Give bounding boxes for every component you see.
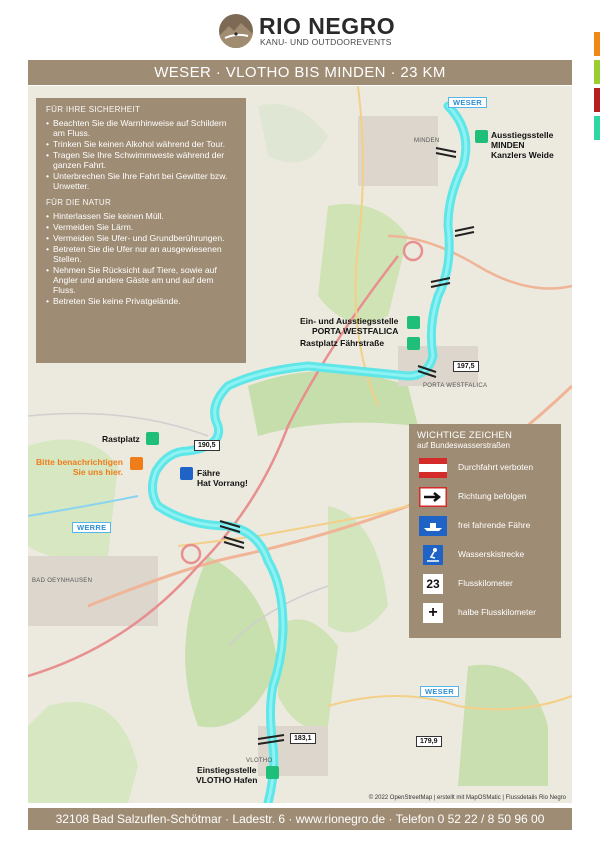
water-label-weser: WESER bbox=[448, 97, 487, 108]
route-map bbox=[28, 86, 572, 803]
notify-phone-icon[interactable] bbox=[130, 457, 143, 470]
water-label-werre: WERRE bbox=[72, 522, 111, 533]
safety-item: • Trinken Sie keinen Alkohol während der Tour. bbox=[46, 139, 236, 149]
poi-porta-line: PORTA WESTFALICA bbox=[311, 326, 399, 336]
poi-porta[interactable] bbox=[300, 316, 398, 336]
legend-row bbox=[417, 543, 553, 568]
side-tabs bbox=[594, 0, 600, 140]
legend-row bbox=[417, 485, 553, 510]
rules-panel bbox=[36, 98, 246, 363]
signs-legend bbox=[409, 424, 561, 638]
nature-heading: FÜR DIE NATUR bbox=[46, 198, 112, 207]
poi-faehre-line: Fähre bbox=[197, 468, 221, 478]
river-km-marker: 197,5 bbox=[453, 361, 479, 372]
nature-item: • Vermeiden Sie Ufer- und Grundberührungen. bbox=[46, 233, 236, 243]
poi-vlotho-line: VLOTHO Hafen bbox=[196, 775, 258, 785]
water-ski-sign-icon bbox=[419, 545, 447, 565]
side-tab-teal[interactable] bbox=[594, 116, 600, 140]
page-title: WESER · VLOTHO BIS MINDEN · 23 KM bbox=[28, 60, 572, 85]
safety-item: • Tragen Sie Ihre Schwimmweste während der ganzen Fahrt. bbox=[46, 150, 236, 170]
notify-text bbox=[36, 457, 123, 477]
legend-label: frei fahrende Fähre bbox=[458, 520, 531, 530]
poi-vlotho-line: Einstiegsstelle bbox=[196, 765, 257, 775]
place-porta: PORTA WESTFALICA bbox=[423, 383, 488, 389]
rio-negro-logo-icon bbox=[219, 14, 253, 48]
legend-row bbox=[417, 514, 553, 539]
place-bad-oeynhausen: BAD OEYNHAUSEN bbox=[32, 578, 93, 584]
rest-area-icon[interactable] bbox=[146, 432, 159, 445]
safety-item: • Beachten Sie die Warnhinweise auf Schildern am Fluss. bbox=[46, 118, 236, 138]
no-passage-sign-icon bbox=[419, 458, 447, 478]
ferry-icon[interactable] bbox=[180, 467, 193, 480]
river-km-marker: 183,1 bbox=[290, 733, 316, 744]
legend-row bbox=[417, 456, 553, 481]
notify-line: Sie uns hier. bbox=[72, 467, 123, 477]
safety-heading: FÜR IHRE SICHERHEIT bbox=[46, 105, 141, 114]
place-minden: MINDEN bbox=[414, 138, 440, 144]
nature-item: • Betreten Sie keine Privatgelände. bbox=[46, 296, 236, 306]
poi-porta-line: Ein- und Ausstiegsstelle bbox=[300, 316, 399, 326]
map-credit: © 2022 OpenStreetMap | erstellt mit MapOSMatic | Flussdetails Rio Negro bbox=[368, 795, 566, 801]
legend-label: halbe Flusskilometer bbox=[458, 607, 536, 617]
river-km-marker: 190,5 bbox=[194, 440, 220, 451]
poi-faehre[interactable] bbox=[197, 468, 248, 488]
nature-item: • Hinterlassen Sie keinen Müll. bbox=[46, 211, 236, 221]
legend-label: Durchfahrt verboten bbox=[458, 462, 534, 472]
nature-list bbox=[46, 211, 236, 306]
river-km-sign-icon: 23 bbox=[423, 574, 443, 594]
side-tab-green[interactable] bbox=[594, 60, 600, 84]
brand-name: RIO NEGRO bbox=[259, 13, 396, 39]
ferry-sign-icon bbox=[419, 516, 447, 536]
legend-label: Richtung befolgen bbox=[458, 491, 527, 501]
poi-rast-faehr[interactable]: Rastplatz Fährstraße bbox=[300, 338, 385, 348]
rest-area-icon[interactable] bbox=[407, 337, 420, 350]
direction-arrow-sign-icon bbox=[419, 487, 447, 507]
safety-item: • Unterbrechen Sie Ihre Fahrt bei Gewitter bzw. Unwetter. bbox=[46, 171, 236, 191]
poi-minden[interactable] bbox=[491, 130, 554, 160]
poi-rastplatz[interactable]: Rastplatz bbox=[102, 434, 140, 444]
notify-line: Bitte benachrichtigen bbox=[36, 457, 123, 467]
exit-point-icon[interactable] bbox=[475, 130, 488, 143]
entry-exit-point-icon[interactable] bbox=[407, 316, 420, 329]
water-label-weser: WESER bbox=[420, 686, 459, 697]
brand-tagline: KANU- UND OUTDOOREVENTS bbox=[260, 37, 392, 47]
nature-item: • Vermeiden Sie Lärm. bbox=[46, 222, 236, 232]
poi-minden-line: Ausstiegsstelle bbox=[491, 130, 554, 140]
side-tab-red[interactable] bbox=[594, 88, 600, 112]
legend-row bbox=[417, 572, 553, 597]
poi-vlotho[interactable] bbox=[196, 765, 257, 785]
entry-point-icon[interactable] bbox=[266, 766, 279, 779]
poi-faehre-line: Hat Vorrang! bbox=[197, 478, 248, 488]
river-km-marker: 179,9 bbox=[416, 736, 442, 747]
legend-label: Flusskilometer bbox=[458, 578, 513, 588]
side-tab-orange[interactable] bbox=[594, 32, 600, 56]
nature-item: • Betreten Sie die Ufer nur an ausgewiesenen Stellen. bbox=[46, 244, 236, 264]
safety-list bbox=[46, 118, 236, 191]
poi-minden-line: Kanzlers Weide bbox=[491, 150, 554, 160]
footer-contact: 32108 Bad Salzuflen-Schötmar · Ladestr. 6 · www.rionegro.de · Telefon 0 52 22 / 8 50 96 00 bbox=[28, 808, 572, 830]
half-km-sign-icon: + bbox=[423, 603, 443, 623]
legend-title: WICHTIGE ZEICHEN bbox=[417, 430, 513, 441]
header bbox=[0, 0, 600, 58]
poi-minden-line: MINDEN bbox=[491, 140, 525, 150]
place-vlotho: VLOTHO bbox=[246, 758, 273, 764]
legend-label: Wasserskistrecke bbox=[458, 549, 525, 559]
legend-subtitle: auf Bundeswasserstraßen bbox=[417, 441, 510, 450]
nature-item: • Nehmen Sie Rücksicht auf Tiere, sowie auf Angler und andere Gäste am und auf dem Fluss. bbox=[46, 265, 236, 295]
legend-row bbox=[417, 601, 553, 626]
